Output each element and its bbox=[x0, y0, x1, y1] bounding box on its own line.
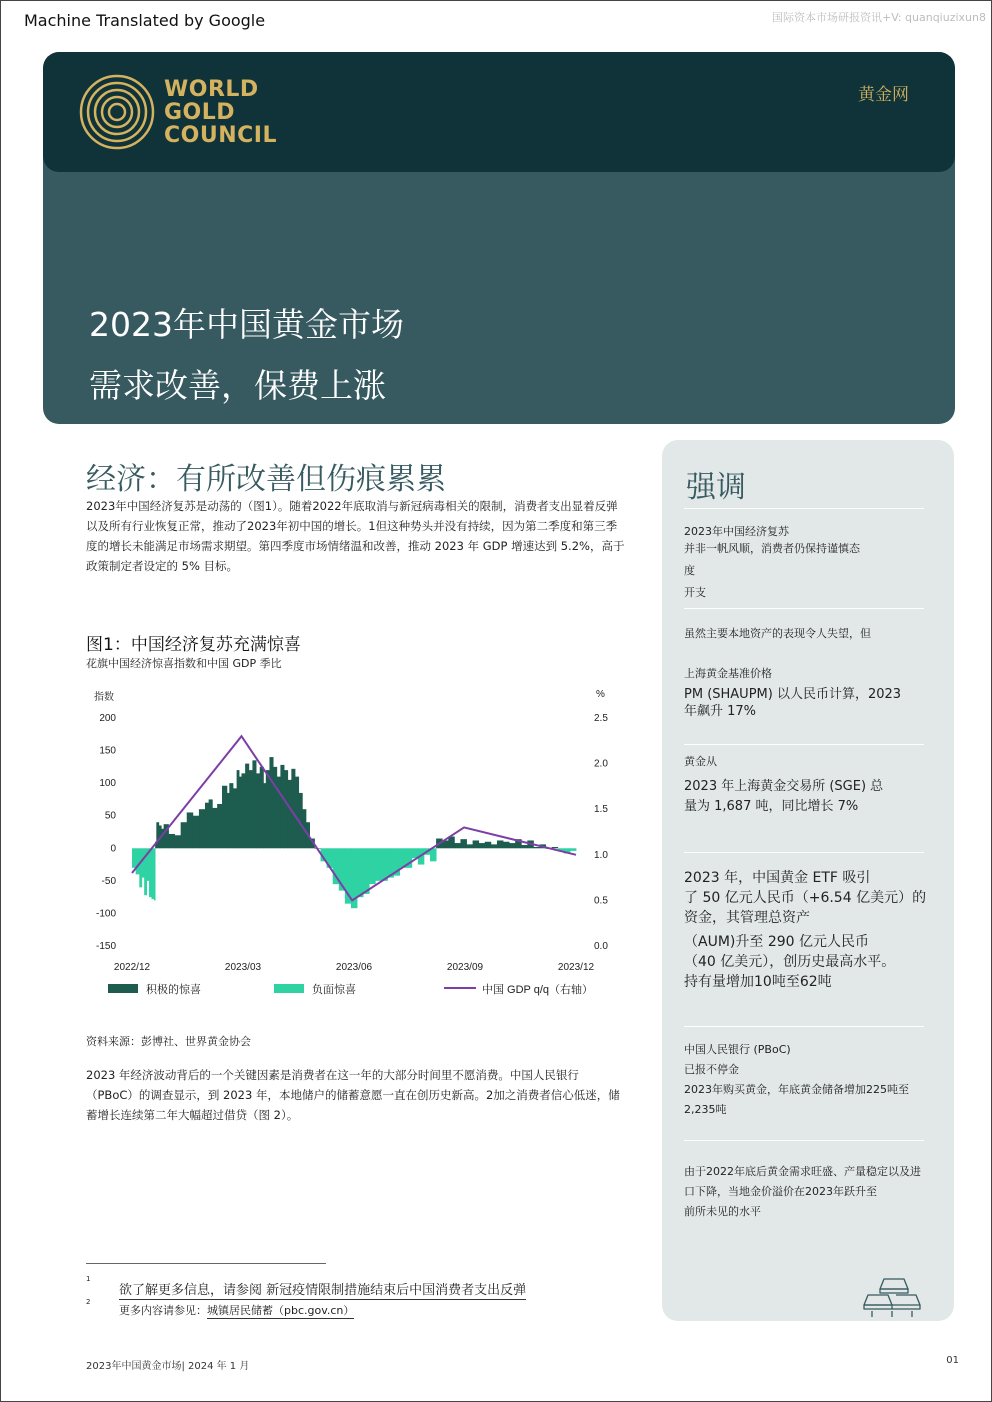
negative-surprise-bar bbox=[132, 848, 136, 868]
positive-surprise-bar bbox=[237, 770, 240, 848]
positive-surprise-bar bbox=[497, 840, 503, 848]
highlight-line: 资金，其管理总资产 bbox=[684, 910, 810, 926]
positive-surprise-bar bbox=[448, 837, 454, 849]
highlight-line: 开支 bbox=[684, 586, 706, 599]
positive-surprise-bar bbox=[256, 773, 260, 848]
negative-surprise-bar bbox=[369, 848, 375, 884]
highlight-line: PM (SHAUPM) 以人民币计算，2023 bbox=[684, 687, 902, 702]
positive-surprise-bar bbox=[509, 843, 515, 848]
highlight-line: 2023年购买黄金，年底黄金储备增加225吨至 bbox=[684, 1083, 909, 1096]
positive-surprise-bar bbox=[252, 760, 256, 848]
legend-label-negative: 负面惊喜 bbox=[312, 984, 356, 996]
highlight-benchmark-price bbox=[684, 664, 934, 720]
footer-report-name: 2023年中国黄金市场| 2024 年 1 月 bbox=[86, 1361, 250, 1372]
highlight-line: 口下降，当地金价溢价在2023年跃升至 bbox=[684, 1185, 877, 1198]
x-tick-label: 2023/09 bbox=[446, 962, 484, 973]
x-tick-label: 2022/12 bbox=[113, 962, 151, 973]
highlight-line: 前所未见的水平 bbox=[684, 1205, 761, 1218]
highlight-line: （40 亿美元），创历史最高水平。 bbox=[684, 954, 896, 970]
page-number: 01 bbox=[946, 1355, 959, 1366]
negative-surprise-bar bbox=[149, 848, 152, 897]
hero-tag: 黄金网 bbox=[858, 85, 909, 105]
footnote-number: 1 bbox=[86, 1275, 91, 1283]
positive-surprise-bar bbox=[199, 809, 205, 848]
sidebar-divider bbox=[684, 608, 924, 609]
positive-surprise-bar bbox=[168, 834, 174, 848]
positive-surprise-bar bbox=[533, 847, 539, 848]
positive-surprise-bar bbox=[187, 812, 193, 848]
positive-surprise-bar bbox=[295, 777, 299, 849]
right-tick-label: 2.0 bbox=[594, 758, 608, 770]
positive-surprise-bar bbox=[277, 777, 281, 849]
legend-swatch-negative bbox=[274, 984, 304, 993]
footnote-1-link[interactable]: 欲了解更多信息，请参阅 新冠疫情限制措施结束后中国消费者支出反弹 bbox=[119, 1283, 527, 1298]
negative-surprise-bar bbox=[136, 848, 140, 874]
left-axis-label: 指数 bbox=[94, 692, 114, 703]
positive-surprise-bar bbox=[181, 822, 187, 848]
highlight-line: 2023 年上海黄金交易所 (SGE) 总 bbox=[684, 779, 884, 794]
gold-bars-icon bbox=[862, 1275, 926, 1319]
highlight-premium bbox=[684, 1162, 934, 1222]
figure-subtitle: 花旗中国经济惊喜指数和中国 GDP 季比 bbox=[86, 657, 282, 670]
positive-surprise-bar bbox=[291, 769, 295, 848]
highlight-line: 了 50 亿元人民币（+6.54 亿美元）的 bbox=[684, 890, 927, 906]
footnote-2-link[interactable]: 城镇居民储蓄（pbc.gov.cn） bbox=[207, 1304, 355, 1317]
legend-label-positive: 积极的惊喜 bbox=[146, 984, 201, 996]
left-tick-label: 200 bbox=[99, 713, 116, 724]
positive-surprise-bar bbox=[260, 767, 264, 848]
positive-surprise-bar bbox=[249, 770, 253, 848]
positive-surprise-bar bbox=[217, 804, 222, 848]
left-tick-label: -150 bbox=[95, 941, 116, 952]
positive-surprise-bar bbox=[227, 793, 230, 848]
figure-title: 图1：中国经济复苏充满惊喜 bbox=[86, 635, 301, 655]
x-tick-label: 2023/03 bbox=[224, 962, 262, 973]
highlight-line: 中国人民银行 (PBoC) bbox=[684, 1043, 791, 1056]
sidebar-divider bbox=[684, 1026, 924, 1027]
left-tick-label: -100 bbox=[95, 908, 116, 920]
left-tick-label: -50 bbox=[101, 875, 116, 887]
highlight-sge-volume bbox=[684, 752, 934, 815]
positive-surprise-bar bbox=[193, 816, 199, 849]
sidebar-divider bbox=[684, 744, 924, 745]
positive-surprise-bar bbox=[263, 783, 266, 848]
highlight-line: （AUM)升至 290 亿元人民币 bbox=[684, 934, 869, 950]
negative-surprise-bar bbox=[151, 848, 154, 899]
positive-surprise-bar bbox=[288, 780, 292, 848]
highlight-assets bbox=[684, 624, 934, 644]
negative-surprise-bar bbox=[357, 848, 363, 897]
left-tick-label: 50 bbox=[104, 810, 116, 822]
positive-surprise-bar bbox=[473, 840, 479, 848]
wgc-logo-text bbox=[164, 78, 277, 147]
watermark-text: 国际资本市场研报资讯+V: quanqiuzixun8 bbox=[771, 11, 986, 24]
legend-label-gdp: 中国 GDP q/q（右轴） bbox=[482, 984, 594, 996]
positive-surprise-bar bbox=[266, 770, 270, 848]
negative-surprise-bar bbox=[375, 848, 381, 881]
hero-header-bar bbox=[43, 52, 955, 172]
highlight-line: 虽然主要本地资产的表现令人失望，但 bbox=[684, 627, 871, 640]
highlight-line: 2023 年，中国黄金 ETF 吸引 bbox=[684, 870, 871, 886]
logo-line: WORLD bbox=[164, 77, 259, 102]
positive-surprise-bar bbox=[454, 843, 460, 848]
highlight-line: 持有量增加10吨至62吨 bbox=[684, 974, 832, 990]
highlight-line: 2,235吨 bbox=[684, 1103, 727, 1116]
highlight-line: 已报不停金 bbox=[684, 1063, 739, 1076]
positive-surprise-bar bbox=[521, 845, 527, 848]
highlight-pboc bbox=[684, 1040, 934, 1120]
highlight-line: 由于2022年底后黄金需求旺盛、产量稳定以及进 bbox=[684, 1165, 921, 1178]
positive-surprise-bar bbox=[209, 799, 213, 848]
positive-surprise-bar bbox=[229, 783, 233, 848]
negative-surprise-bar bbox=[381, 848, 387, 881]
negative-surprise-bar bbox=[154, 848, 156, 900]
positive-surprise-bar bbox=[503, 842, 509, 849]
right-tick-label: 1.5 bbox=[594, 804, 608, 816]
highlight-economy bbox=[684, 522, 934, 603]
positive-surprise-bar bbox=[269, 757, 273, 848]
footnote-divider bbox=[86, 1263, 326, 1264]
positive-surprise-bar bbox=[491, 844, 497, 848]
sidebar-title: 强调 bbox=[686, 470, 746, 505]
positive-surprise-bar bbox=[241, 773, 245, 848]
sidebar-divider bbox=[684, 852, 924, 853]
left-tick-label: 0 bbox=[110, 843, 116, 855]
positive-surprise-bar bbox=[239, 777, 242, 849]
positive-surprise-bar bbox=[205, 803, 209, 849]
report-title: 2023年中国黄金市场 bbox=[89, 305, 404, 344]
hero-banner bbox=[43, 52, 955, 424]
x-tick-label: 2023/12 bbox=[557, 962, 595, 973]
positive-surprise-bar bbox=[284, 770, 288, 848]
highlight-line: 并非一帆风顺，消费者仍保持谨慎态 bbox=[684, 542, 860, 555]
highlights-sidebar bbox=[662, 440, 954, 1321]
right-axis-label: % bbox=[596, 689, 605, 700]
positive-surprise-bar bbox=[233, 788, 237, 848]
left-tick-label: 150 bbox=[99, 745, 116, 757]
intro-paragraph: 2023年中国经济复苏是动荡的（图1）。随着2022年底取消与新冠病毒相关的限制，消费者支出显着反弹以及所有行业恢复正常，推动了2023年初中国的增长。1但这种势头并没有持续，因为第二季度和第三季度的增长未能满足市场需求期望。第四季度市场情绪温和改善，推动 2023 年 GDP 增速达到 5.2%，高于政策制定者设定的 5% 目标。 bbox=[86, 499, 625, 573]
left-tick-label: 100 bbox=[99, 778, 116, 790]
right-tick-label: 0.0 bbox=[594, 941, 608, 952]
sidebar-divider bbox=[684, 508, 924, 509]
positive-surprise-bar bbox=[212, 808, 217, 848]
logo-line: COUNCIL bbox=[164, 123, 277, 148]
negative-surprise-bar bbox=[412, 848, 418, 858]
negative-surprise-bar bbox=[142, 848, 145, 877]
surprise-index-chart bbox=[86, 680, 626, 1020]
right-tick-label: 1.0 bbox=[594, 849, 608, 861]
negative-surprise-bar bbox=[139, 848, 142, 887]
positive-surprise-bar bbox=[245, 764, 249, 849]
positive-surprise-bar bbox=[222, 786, 227, 849]
positive-surprise-bar bbox=[485, 842, 491, 849]
section-heading: 经济：有所改善但伤痕累累 bbox=[86, 462, 446, 497]
negative-surprise-bar bbox=[363, 848, 369, 894]
sidebar-divider bbox=[684, 1140, 924, 1141]
highlight-line: 年飙升 17% bbox=[684, 704, 757, 719]
positive-surprise-bar bbox=[273, 767, 277, 848]
wgc-logo-rings-icon bbox=[79, 74, 155, 150]
highlight-etf bbox=[684, 868, 934, 992]
positive-surprise-bar bbox=[479, 843, 485, 848]
footnote-number: 2 bbox=[86, 1298, 91, 1306]
footnote-2-prefix: 更多内容请参见： bbox=[119, 1304, 207, 1317]
positive-surprise-bar bbox=[161, 829, 164, 849]
highlight-line: 度 bbox=[684, 564, 695, 577]
right-tick-label: 0.5 bbox=[594, 895, 608, 907]
legend-swatch-positive bbox=[108, 984, 138, 993]
highlight-line: 量为 1,687 吨，同比增长 7% bbox=[684, 799, 859, 814]
positive-surprise-bar bbox=[280, 765, 284, 848]
highlight-line: 黄金从 bbox=[684, 755, 717, 768]
highlight-line: 2023年中国经济复苏 bbox=[684, 525, 789, 538]
highlight-line: 上海黄金基准价格 bbox=[684, 667, 772, 680]
positive-surprise-bar bbox=[175, 835, 181, 848]
report-subtitle: 需求改善，保费上涨 bbox=[89, 366, 386, 405]
logo-line: GOLD bbox=[164, 100, 236, 125]
right-tick-label: 2.5 bbox=[594, 713, 608, 724]
negative-surprise-bar bbox=[430, 848, 436, 861]
positive-surprise-bar bbox=[460, 839, 466, 848]
negative-surprise-bar bbox=[570, 848, 576, 851]
chart-source: 资料来源：彭博社、世界黄金协会 bbox=[86, 1035, 251, 1048]
x-tick-label: 2023/06 bbox=[335, 962, 373, 973]
positive-surprise-bar bbox=[156, 822, 159, 848]
body-paragraph: 2023 年经济波动背后的一个关键因素是消费者在这一年的大部分时间里不愿消费。中国人民银行（PBoC）的调查显示，到 2023 年，本地储户的储蓄意愿一直在创历史新高。2加之消费者信心低迷，储蓄增长连续第二年大幅超过借贷（图 2）。 bbox=[86, 1068, 620, 1122]
machine-translation-label: Machine Translated by Google bbox=[24, 11, 266, 30]
positive-surprise-bar bbox=[467, 844, 473, 848]
